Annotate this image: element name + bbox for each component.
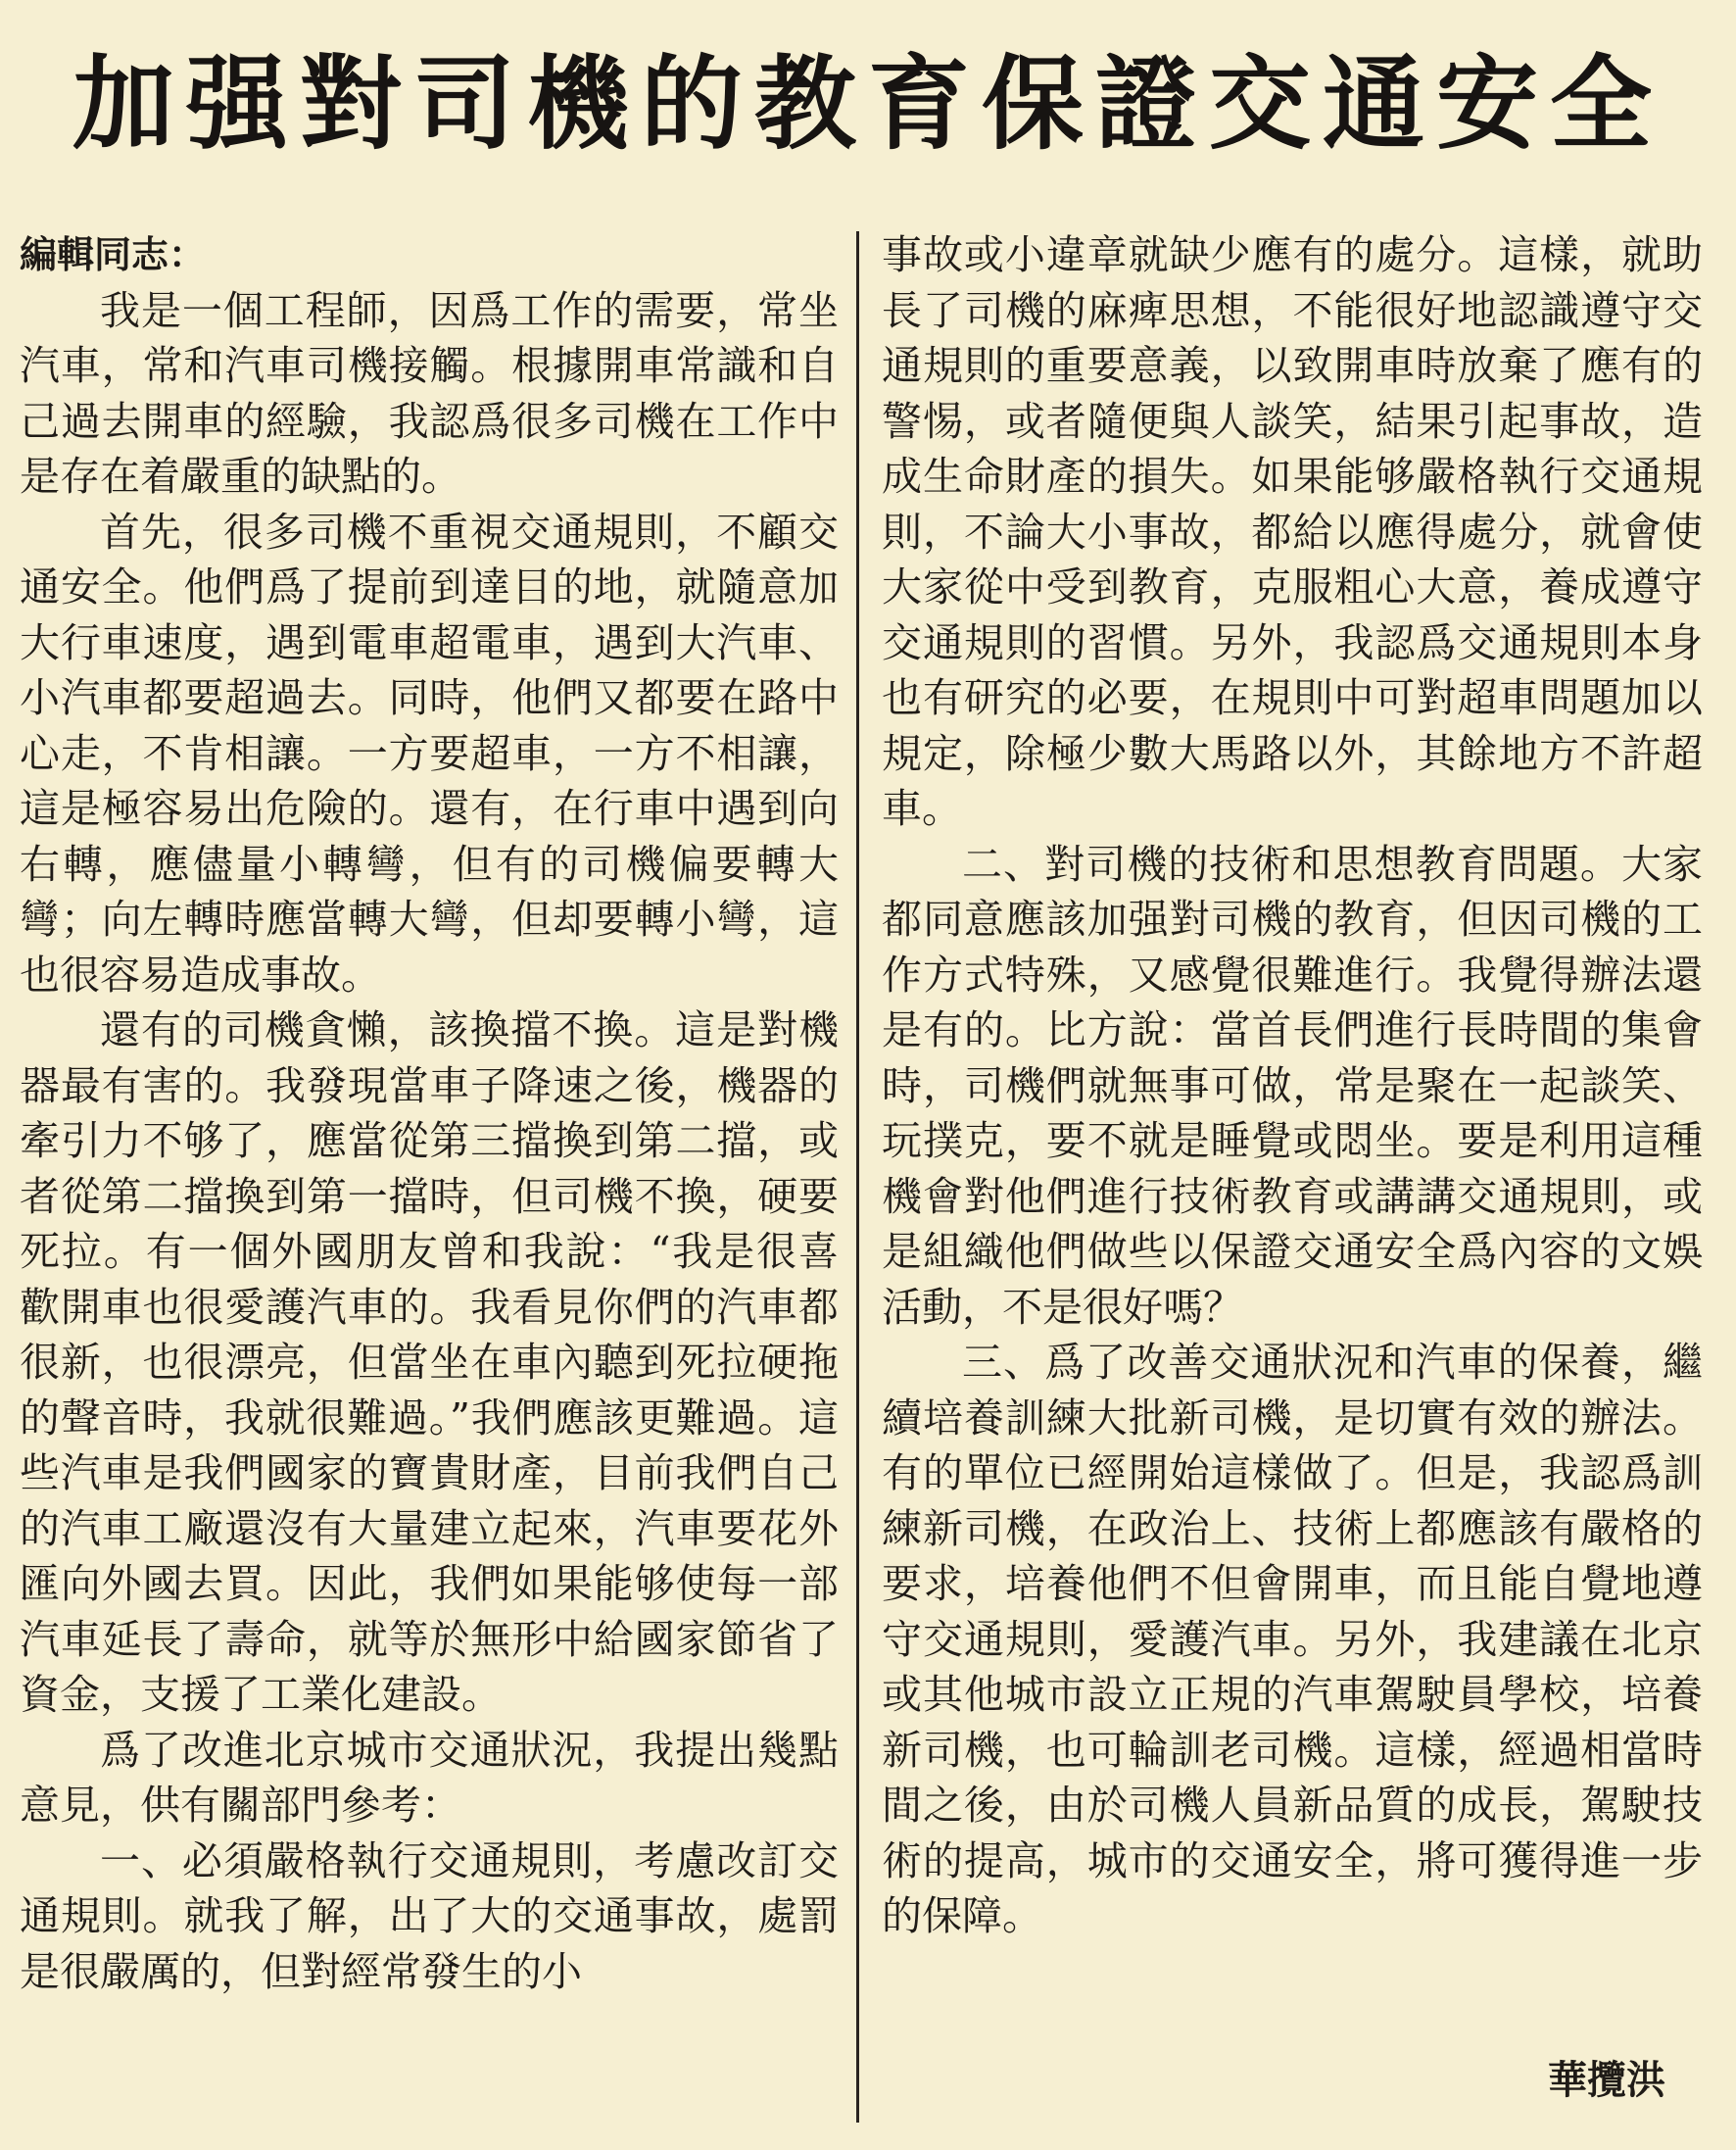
paragraph-suggestion-one: 一、必須嚴格執行交通規則，考慮改訂交通規則。就我了解，出了大的交通事故，處罰是很嚴厲的，但對經常發生的小 [20, 1836, 839, 1995]
paragraph-suggestion-one-continued: 事故或小違章就缺少應有的處分。這樣，就助長了司機的麻痺思想，不能很好地認識遵守交通規則的重要意義，以致開車時放棄了應有的警惕，或者隨便與人談笑，結果引起事故，造成生命財產的損失。如果能够嚴格執行交通規則，不論大小事故，都給以應得處分，就會使大家從中受到教育，克服粗心大意，養成遵守交通規則的習慣。另外，我認爲交通規則本身也有研究的必要，在規則中可對超車問題加以規定，除極少數大馬路以外，其餘地方不許超車。 [882, 231, 1703, 832]
paragraph-traffic-rules: 首先，很多司機不重視交通規則，不顧交通安全。他們爲了提前到達目的地，就隨意加大行車速度，遇到電車超電車，遇到大汽車、小汽車都要超過去。同時，他們又都要在路中心走，不肯相讓。一方要超車，一方不相讓，這是極容易出危險的。還有，在行車中遇到向右轉，應儘量小轉彎，但有的司機偏要轉大彎；向左轉時應當轉大彎，但却要轉小彎，這也很容易造成事故。 [20, 508, 839, 999]
headline: 加强對司機的教育保證交通安全 [72, 44, 1664, 164]
author-signature: 華攬洪 [1548, 2058, 1665, 2103]
paragraph-gear-shifting: 還有的司機貪懶，該換擋不換。這是對機器最有害的。我發現當車子降速之後，機器的牽引力不够了，應當從第三擋換到第二擋，或者從第二擋換到第一擋時，但司機不換，硬要死拉。有一個外國朋友曾和我說：“我是很喜歡開車也很愛護汽車的。我看見你們的汽車都很新，也很漂亮，但當坐在車內聽到死拉硬拖的聲音時，我就很難過。”我們應該更難過。這些汽車是我們國家的寶貴財產，目前我們自己的汽車工廠還沒有大量建立起來，汽車要花外匯向外國去買。因此，我們如果能够使每一部汽車延長了壽命，就等於無形中給國家節省了資金，支援了工業化建設。 [20, 1006, 839, 1718]
column-divider [856, 231, 859, 2123]
paragraph-suggestion-two: 二、對司機的技術和思想教育問題。大家都同意應該加强對司機的教育，但因司機的工作方式特殊，又感覺很難進行。我覺得辦法還是有的。比方說：當首長們進行長時間的集會時，司機們就無事可做，常是聚在一起談笑、玩撲克，要不就是睡覺或悶坐。要是利用這種機會對他們進行技術教育或講講交通規則，或是組織他們做些以保證交通安全爲內容的文娛活動，不是很好嗎？ [882, 840, 1703, 1331]
article-column-right [882, 227, 1703, 1944]
article-column-left [20, 227, 839, 1999]
salutation: 編輯同志： [20, 233, 207, 276]
paragraph-intro: 我是一個工程師，因爲工作的需要，常坐汽車，常和汽車司機接觸。根據開車常識和自己過去開車的經驗，我認爲很多司機在工作中是存在着嚴重的缺點的。 [20, 286, 839, 500]
paragraph-suggestion-three: 三、爲了改善交通狀況和汽車的保養，繼續培養訓練大批新司機，是切實有效的辦法。有的單位已經開始這樣做了。但是，我認爲訓練新司機，在政治上、技術上都應該有嚴格的要求，培養他們不但會開車，而且能自覺地遵守交通規則，愛護汽車。另外，我建議在北京或其他城市設立正規的汽車駕駛員學校，培養新司機，也可輪訓老司機。這樣，經過相當時間之後，由於司機人員新品質的成長，駕駛技術的提高，城市的交通安全，將可獲得進一步的保障。 [882, 1339, 1703, 1939]
paragraph-suggestions-intro: 爲了改進北京城市交通狀況，我提出幾點意見，供有關部門參考： [20, 1726, 839, 1829]
